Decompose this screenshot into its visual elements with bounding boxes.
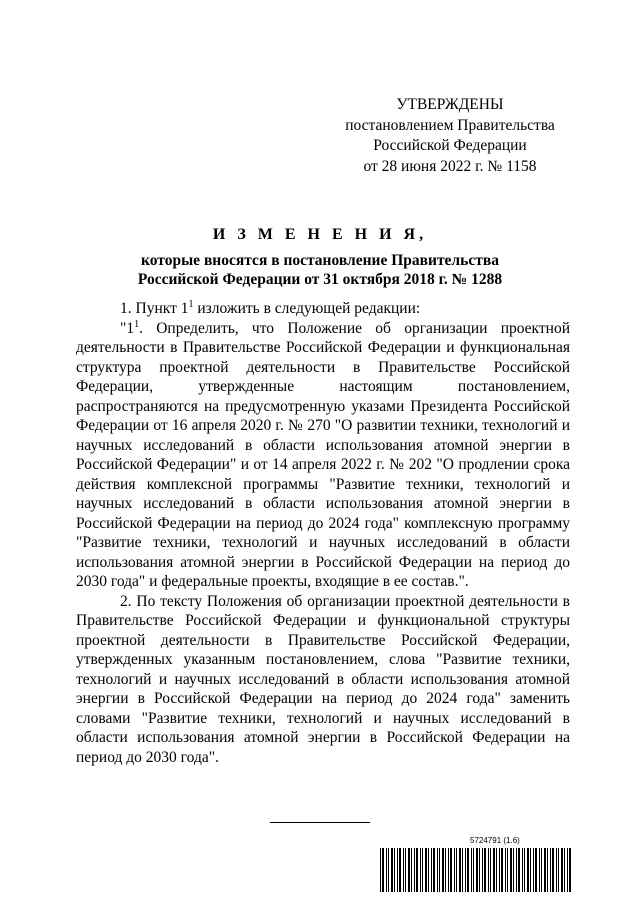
- paragraph-1-text-end: изложить в следующей редакции:: [193, 300, 421, 317]
- approval-heading: УТВЕРЖДЕНЫ: [396, 96, 504, 113]
- approval-date-number: от 28 июня 2022 г. № 1158: [363, 157, 537, 175]
- approval-block: [330, 95, 570, 177]
- paragraph-2-text-end: . Определить, что Положение об организации проектной деятельности в Правительстве Российской Федерации и функциональная структура проектной деятельности в Правительстве Российской Федерации, утвержденные настоящим постановлением, распространяются на предусмотренную указами Президента Российской Федерации от 16 апреля 2020 г. № 270 "О развитии техники, технологий и научных исследований в области использования атомной энергии в Российской Федерации" и от 14 апреля 2022 г. № 202 "О продлении срока действия комплексной программы "Развитие техники, технологий и научных исследований в области использования атомной энергии в Российской Федерации на период до 2024 года" комплексную программу "Развитие техники, технологий и научных исследований в области использования атомной энергии в Российской Федерации на период до 2030 года" и федеральные проекты, входящие в ее состав.".: [76, 319, 570, 590]
- paragraph-1-text: 1. Пункт 1: [120, 300, 189, 317]
- subtitle-line-2: Российской Федерации от 31 октября 2018 г. № 1288: [137, 271, 503, 288]
- paragraph-3: 2. По тексту Положения об организации проектной деятельности в Правительстве Российской Федерации и функциональной структуры проектной деятельности в Правительстве Российской Федерации, утвержденных указанным постановлением, слова "Развитие техники, технологий и научных исследований в области использования атомной энергии в Российской Федерации на период до 2024 года" заменить словами "Развитие техники, технологий и научных исследований в области использования атомной энергии в Российской Федерации на период до 2030 года".: [76, 592, 570, 766]
- approval-resolution: постановлением Правительства: [345, 116, 555, 134]
- paragraph-2-text: "1: [120, 319, 135, 337]
- document-code: 5724791 (1.6): [470, 836, 520, 845]
- barcode: [380, 848, 574, 892]
- document-body: [76, 299, 570, 767]
- document-subtitle: [70, 251, 570, 289]
- subtitle-line-1: которые вносятся в постановление Правительства: [141, 252, 499, 269]
- paragraph-2-superscript: 1: [134, 318, 140, 330]
- paragraph-1: [76, 299, 570, 319]
- paragraph-1-superscript: 1: [188, 299, 194, 310]
- paragraph-2: [76, 319, 570, 592]
- approval-country: Российской Федерации: [373, 137, 527, 154]
- document-title: И З М Е Н Е Н И Я,: [212, 226, 428, 243]
- end-rule: [270, 822, 370, 823]
